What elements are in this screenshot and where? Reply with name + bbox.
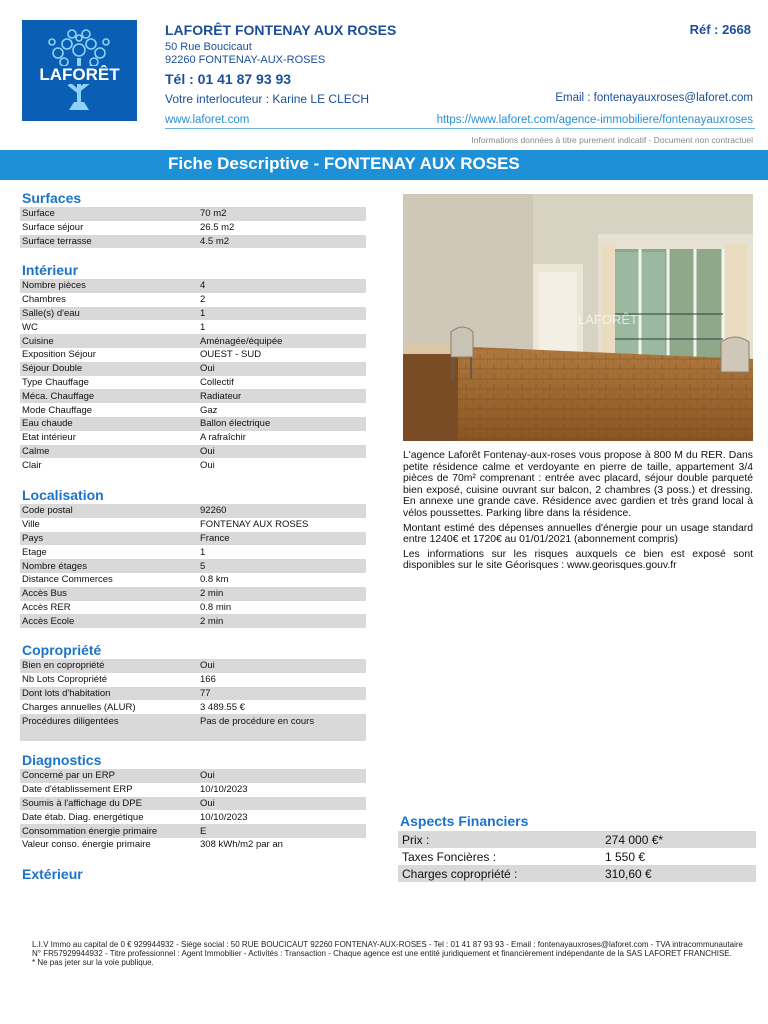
row-key: Accès RER <box>22 601 71 613</box>
table-row <box>20 518 366 532</box>
row-value: Oui <box>200 445 215 457</box>
section-title-copropriete: Copropriété <box>22 642 102 658</box>
header-divider <box>165 128 755 129</box>
row-key: Concerné par un ERP <box>22 770 115 782</box>
row-value: A rafraîchir <box>200 432 246 444</box>
row-key: Soumis à l'affichage du DPE <box>22 797 142 809</box>
table-localisation <box>20 504 366 628</box>
row-value: 3 489.55 € <box>200 701 245 713</box>
energy-estimate-paragraph: Montant estimé des dépenses annuelles d'énergie pour un usage standard entre 1240€ et 1720€ au 01/01/2021 (abonnement compris) <box>403 522 753 546</box>
table-row <box>20 810 366 824</box>
table-row <box>20 221 366 235</box>
property-photo <box>403 194 753 441</box>
row-key: Nb Lots Copropriété <box>22 674 108 686</box>
table-row <box>20 673 366 687</box>
row-value: 10/10/2023 <box>200 811 248 823</box>
row-value: 1 <box>200 321 206 333</box>
row-key: Date d'établissement ERP <box>22 784 133 796</box>
table-row <box>20 376 366 390</box>
table-row <box>20 783 366 797</box>
row-value: OUEST - SUD <box>200 349 262 361</box>
description-paragraph: L'agence Laforêt Fontenay-aux-roses vous propose à 800 M du RER. Dans petite résidence calme et verdoyante en pierre de taille, appartement 3/4 pièces de 70m² comprenant : entrée avec placard, séjour double parqueté bien exposé, cuisine ouvrant sur balcon, 2 chambres (3 poss.) et dressing. En annexe une grande cave. Résidence avec gardien et très grand local à vélos poussettes. Parking libre dans la résidence. <box>403 450 753 519</box>
row-value: 4 <box>200 280 206 292</box>
table-financial <box>398 831 756 882</box>
row-value: France <box>200 532 230 544</box>
row-key: Eau chaude <box>22 418 73 430</box>
row-value: Radiateur <box>200 390 242 402</box>
table-row <box>20 445 366 459</box>
litter-notice: * Ne pas jeter sur la voie publique. <box>32 958 154 967</box>
living-room-image <box>403 194 753 441</box>
table-row <box>20 532 366 546</box>
section-title-localisation: Localisation <box>22 487 104 503</box>
row-value: 2 min <box>200 615 224 627</box>
row-value: 26.5 m2 <box>200 222 235 234</box>
row-key: Taxes Foncières : <box>402 849 497 864</box>
row-value: 1 <box>200 307 206 319</box>
row-key: Salle(s) d'eau <box>22 307 80 319</box>
table-row <box>20 601 366 615</box>
price-value: 274 000 €* <box>605 832 664 847</box>
row-value: 2 <box>200 294 206 306</box>
table-row <box>20 307 366 321</box>
row-value: 2 min <box>200 588 224 600</box>
row-key: Cuisine <box>22 335 54 347</box>
table-surfaces <box>20 207 366 248</box>
row-value: 92260 <box>200 505 227 517</box>
table-row <box>20 235 366 249</box>
table-copropriete <box>20 659 366 741</box>
row-key: Nombre étages <box>22 560 87 572</box>
row-value: Oui <box>200 770 215 782</box>
row-key: Code postal <box>22 505 73 517</box>
row-key: Calme <box>22 445 50 457</box>
table-row <box>20 714 366 741</box>
table-row <box>20 431 366 445</box>
agency-name: LAFORÊT FONTENAY AUX ROSES <box>165 22 397 38</box>
row-value: 308 kWh/m2 par an <box>200 839 283 851</box>
legal-footer <box>32 940 744 967</box>
table-row <box>20 403 366 417</box>
property-description <box>403 450 753 575</box>
table-row <box>20 389 366 403</box>
row-value: 10/10/2023 <box>200 784 248 796</box>
risks-paragraph: Les informations sur les risques auxquels ce bien est exposé sont disponibles sur le site Géorisques : www.georisques.gouv.fr <box>403 548 753 572</box>
email-link[interactable]: Email : fontenayauxroses@laforet.com <box>555 92 753 104</box>
website-link[interactable]: www.laforet.com <box>165 114 250 126</box>
table-row <box>20 417 366 431</box>
table-row <box>20 824 366 838</box>
row-value: 4.5 m2 <box>200 235 230 247</box>
row-value: 166 <box>200 674 216 686</box>
table-row <box>20 320 366 334</box>
row-value: Collectif <box>200 376 234 388</box>
row-value: 70 m2 <box>200 208 227 220</box>
row-key: Charges copropriété : <box>402 866 518 881</box>
row-key: Surface terrasse <box>22 235 92 247</box>
table-row <box>20 207 366 221</box>
table-diagnostics <box>20 769 366 852</box>
table-interieur <box>20 279 366 472</box>
row-key: Ville <box>22 519 40 531</box>
row-key: Accès Bus <box>22 588 67 600</box>
table-row <box>20 545 366 559</box>
row-value: Pas de procédure en cours <box>200 716 315 728</box>
table-row <box>20 362 366 376</box>
row-key: Séjour Double <box>22 363 83 375</box>
table-row <box>20 797 366 811</box>
tree-logo-icon <box>22 20 137 121</box>
table-row <box>398 865 756 882</box>
row-key: Accès Ecole <box>22 615 75 627</box>
table-row <box>20 348 366 362</box>
laforet-logo <box>22 20 137 121</box>
row-value: Oui <box>200 797 215 809</box>
section-title-surfaces: Surfaces <box>22 190 82 206</box>
table-row <box>20 279 366 293</box>
row-key: Pays <box>22 532 44 544</box>
table-row <box>398 831 756 848</box>
logo-text: LAFORÊT <box>39 65 120 84</box>
row-value: 5 <box>200 560 206 572</box>
row-value: 1 <box>200 546 206 558</box>
row-key: Date étab. Diag. energétique <box>22 811 144 823</box>
row-key: Procédures diligentées <box>22 716 119 728</box>
row-key: Méca. Chauffage <box>22 390 95 402</box>
row-value: 77 <box>200 687 211 699</box>
row-value: Ballon électrique <box>200 418 271 430</box>
table-row <box>20 573 366 587</box>
row-key: Surface <box>22 208 55 220</box>
section-title-diagnostics: Diagnostics <box>22 752 102 768</box>
legal-notice: L.I.V Immo au capital de 0 € 929944932 - Siège social : 50 RUE BOUCICAUT 92260 FONTENAY-AUX-ROSES - Tel : 01 41 87 93 93 - Email : fontenayauxroses@laforet.com - TVA intracommunautaire N° FR57929944932 - Titre professionnel : Agent Immobilier - Activités : Transaction - Chaque agence est une entité juridiquement et financièrement indépendante de la SAS LAFORET FRANCHISE. <box>32 940 743 958</box>
row-key: Etage <box>22 546 47 558</box>
row-value: FONTENAY AUX ROSES <box>200 519 309 531</box>
row-key: Consommation énergie primaire <box>22 825 158 837</box>
section-title-financial: Aspects Financiers <box>400 813 529 829</box>
table-row <box>20 614 366 628</box>
section-title-interieur: Intérieur <box>22 262 79 278</box>
telephone: Tél : 01 41 87 93 93 <box>165 71 292 87</box>
row-key: Bien en copropriété <box>22 660 105 672</box>
row-value: E <box>200 825 207 837</box>
row-key: Exposition Séjour <box>22 349 96 361</box>
table-row <box>20 504 366 518</box>
table-row <box>20 559 366 573</box>
row-key: Mode Chauffage <box>22 404 93 416</box>
row-value: Oui <box>200 459 215 471</box>
row-value: Oui <box>200 363 215 375</box>
table-row <box>20 687 366 701</box>
table-row <box>20 700 366 714</box>
row-key: Valeur conso. énergie primaire <box>22 839 151 851</box>
row-value: Gaz <box>200 404 218 416</box>
row-key: Type Chauffage <box>22 376 89 388</box>
table-row <box>398 848 756 865</box>
row-value: Aménagée/équipée <box>200 335 283 347</box>
row-key: Etat intérieur <box>22 432 76 444</box>
photo-watermark: LAFORÊT <box>578 312 638 327</box>
row-key: Surface séjour <box>22 222 84 234</box>
agency-url-link[interactable]: https://www.laforet.com/agence-immobiliere/fontenayauxroses <box>436 114 753 126</box>
title-banner <box>0 150 768 180</box>
reference: Réf : 2668 <box>689 22 751 37</box>
row-value: 1 550 € <box>605 849 646 864</box>
row-key: Distance Commerces <box>22 574 113 586</box>
table-row <box>20 659 366 673</box>
row-key: Chambres <box>22 294 66 306</box>
row-value: 310,60 € <box>605 866 652 881</box>
disclaimer: Informations données à titre purement indicatif - Document non contractuel <box>471 135 753 145</box>
table-row <box>20 587 366 601</box>
row-value: 0.8 min <box>200 601 232 613</box>
table-row <box>20 769 366 783</box>
address-line-1: 50 Rue Boucicaut <box>165 41 252 53</box>
table-row <box>20 293 366 307</box>
table-row <box>20 838 366 852</box>
row-key: Prix : <box>402 832 430 847</box>
address-line-2: 92260 FONTENAY-AUX-ROSES <box>165 54 326 66</box>
contact-person: Votre interlocuteur : Karine LE CLECH <box>165 92 370 106</box>
table-row <box>20 334 366 348</box>
row-key: Nombre pièces <box>22 280 86 292</box>
row-key: WC <box>22 321 38 333</box>
row-key: Dont lots d'habitation <box>22 687 111 699</box>
table-row <box>20 458 366 472</box>
row-key: Clair <box>22 459 42 471</box>
page-title: Fiche Descriptive - FONTENAY AUX ROSES <box>168 154 520 173</box>
row-value: 0.8 km <box>200 574 229 586</box>
row-value: Oui <box>200 660 215 672</box>
section-title-exterieur: Extérieur <box>22 866 83 882</box>
row-key: Charges annuelles (ALUR) <box>22 701 136 713</box>
